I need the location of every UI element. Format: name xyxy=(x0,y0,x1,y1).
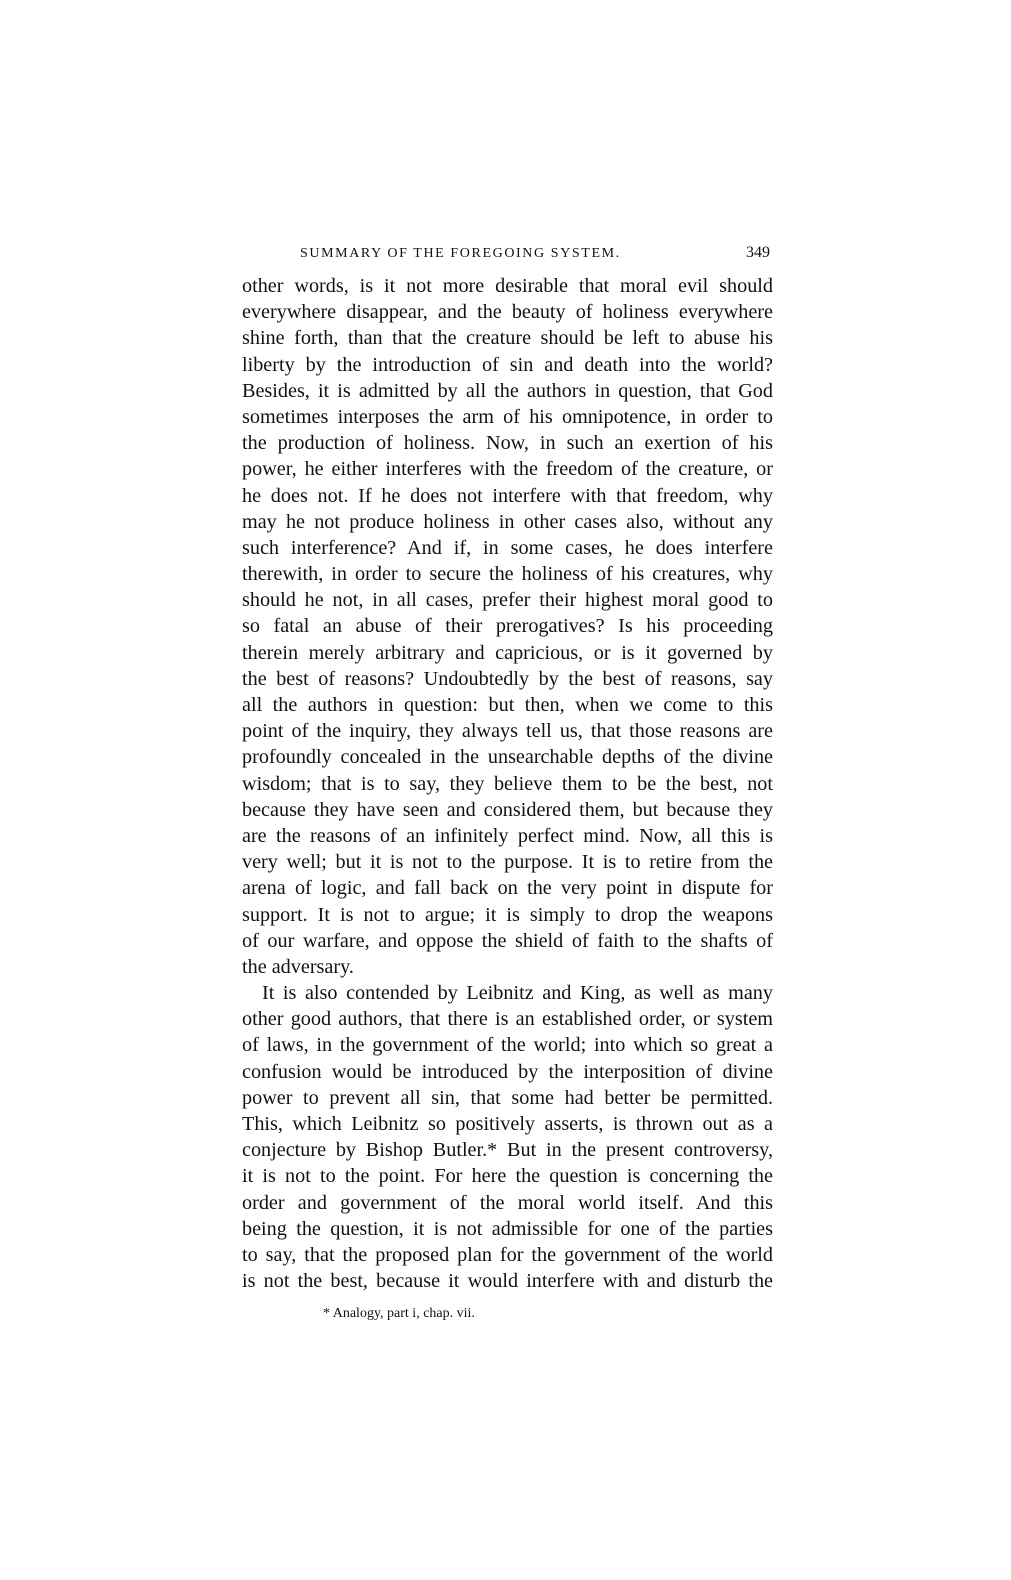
text-line: arena of logic, and fall back on the very point in dispute for xyxy=(242,877,773,900)
text-line: are the reasons of an infinitely perfect mind. Now, all this is xyxy=(242,824,773,847)
text-line: all the authors in question: but then, when we come to this xyxy=(242,694,773,716)
text-line: liberty by the introduction of sin and death into the world? xyxy=(242,353,773,376)
text-line: the adversary. xyxy=(242,955,354,978)
text-line: It is also contended by Leibnitz and King, as well as many xyxy=(262,982,773,1005)
page-header xyxy=(300,246,770,272)
text-line: of laws, in the government of the world; into which so great a xyxy=(242,1034,773,1057)
text-line: being the question, it is not admissible for one of the parties xyxy=(242,1217,773,1240)
text-line: Besides, it is admitted by all the authors in question, that God xyxy=(242,379,773,402)
text-line: should he not, in all cases, prefer their highest moral good to xyxy=(242,589,773,612)
page-number: 349 xyxy=(746,244,770,261)
text-line: point of the inquiry, they always tell us, that those reasons are xyxy=(242,720,773,743)
text-line: conjecture by Bishop Butler.* But in the present controversy, xyxy=(242,1139,773,1162)
text-line: sometimes interposes the arm of his omnipotence, in order to xyxy=(242,405,773,428)
text-line: the production of holiness. Now, in such an exertion of his xyxy=(242,432,773,455)
text-line: so fatal an abuse of their prerogatives? Is his proceeding xyxy=(242,615,773,638)
running-title: SUMMARY OF THE FOREGOING SYSTEM. xyxy=(300,246,621,261)
text-line: profoundly concealed in the unsearchable depths of the divine xyxy=(242,746,773,769)
text-line: it is not to the point. For here the question is concerning the xyxy=(242,1165,773,1188)
text-line: support. It is not to argue; it is simply to drop the weapons xyxy=(242,903,773,926)
body-text xyxy=(242,273,773,1294)
text-line: such interference? And if, in some cases, he does interfere xyxy=(242,536,773,559)
text-line: everywhere disappear, and the beauty of holiness everywhere xyxy=(242,301,773,324)
text-line: therein merely arbitrary and capricious, or is it governed by xyxy=(242,641,773,664)
text-line: very well; but it is not to the purpose. It is to retire from the xyxy=(242,851,773,874)
text-line: power, he either interferes with the freedom of the creature, or xyxy=(242,458,773,481)
text-line: order and government of the moral world itself. And this xyxy=(242,1191,773,1214)
text-line: is not the best, because it would interfere with and disturb the xyxy=(242,1270,773,1293)
text-line: to say, that the proposed plan for the government of the world xyxy=(242,1243,773,1266)
text-line: the best of reasons? Undoubtedly by the best of reasons, say xyxy=(242,667,773,690)
footnote: * Analogy, part i, chap. vii. xyxy=(323,1306,475,1321)
text-line: he does not. If he does not interfere with that freedom, why xyxy=(242,484,773,507)
text-line: power to prevent all sin, that some had better be permitted. xyxy=(242,1086,773,1109)
text-line: other good authors, that there is an established order, or system xyxy=(242,1008,773,1031)
text-line: wisdom; that is to say, they believe them to be the best, not xyxy=(242,772,773,795)
text-line: of our warfare, and oppose the shield of faith to the shafts of xyxy=(242,929,773,952)
text-line: because they have seen and considered them, but because they xyxy=(242,798,773,821)
text-line: confusion would be introduced by the interposition of divine xyxy=(242,1060,773,1083)
text-line: shine forth, than that the creature should be left to abuse his xyxy=(242,327,773,350)
text-line: therewith, in order to secure the holiness of his creatures, why xyxy=(242,563,773,586)
text-line: This, which Leibnitz so positively asserts, is thrown out as a xyxy=(242,1113,773,1135)
text-line: may he not produce holiness in other cases also, without any xyxy=(242,510,773,533)
text-line: other words, is it not more desirable that moral evil should xyxy=(242,275,773,297)
